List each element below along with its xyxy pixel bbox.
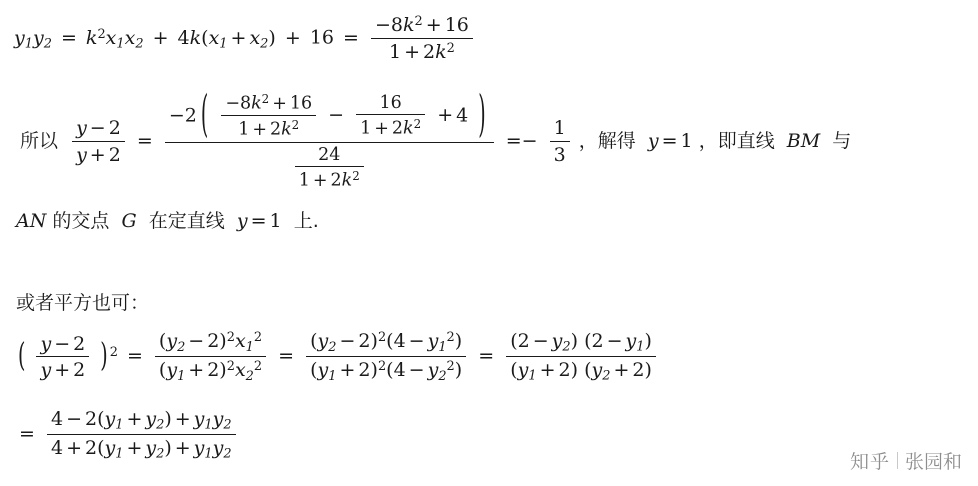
line2-denominator-fraction-denominator: $1 + 2k^2$ <box>298 169 360 191</box>
line6-fraction <box>47 408 236 462</box>
line3-AN: AN <box>16 210 47 232</box>
line3-text-2: 在定直线 <box>148 210 225 232</box>
eq1-lhs: $y_1y_2$ <box>14 26 52 52</box>
line5-equals-1: = <box>126 345 143 368</box>
line2-inner-fraction-1-denominator: $1 + 2k^2$ <box>238 118 300 141</box>
line5-fraction-3-denominator: $(y_1 + 2)^2(4 - y_2^2)$ <box>310 359 463 384</box>
line2-result-fraction <box>550 117 570 166</box>
line2-denominator-fraction <box>295 145 364 192</box>
line5-lhs-denominator: y + 2 <box>40 359 86 382</box>
line6-equals: = <box>19 422 35 445</box>
line5-fraction-4 <box>506 330 656 384</box>
watermark-author: 张园和 <box>904 451 962 473</box>
line5-fraction-4-denominator: $(y_1 + 2) (y_2 + 2)$ <box>510 359 652 384</box>
watermark-divider <box>897 452 898 469</box>
line2-inner-fraction-2-denominator: $1 + 2k^2$ <box>360 117 422 140</box>
line5-fraction-2 <box>155 330 266 384</box>
line2-big-fraction <box>165 86 494 192</box>
line5-lhs-numerator: y − 2 <box>36 333 89 357</box>
line2-comma-jiede: ，解得 <box>578 129 636 152</box>
line5-equals-2: = <box>278 345 295 368</box>
eq1-fraction-denominator: $1 + 2k^2$ <box>389 40 455 63</box>
line2-denominator-fraction-numerator: 24 <box>295 145 364 168</box>
watermark <box>850 447 962 474</box>
line3-y-equals-1: y = 1 <box>230 210 282 232</box>
line5-fraction-3-numerator: $(y_2 - 2)^2(4 - y_1^2)$ <box>306 330 466 357</box>
eq1-equals: = <box>60 26 77 49</box>
line6-denominator: $4 + 2(y_1 + y_2) + y_1y_2$ <box>50 436 232 462</box>
eq1-plus-2: + <box>284 26 301 49</box>
eq1-plus-1: + <box>152 26 169 49</box>
line2-result-numerator: 1 <box>550 117 570 141</box>
equation-line-3 <box>16 206 319 233</box>
line5-fraction-2-numerator: $(y_2 - 2)^2x_1^2$ <box>155 330 266 357</box>
eq1-fraction-numerator: $-8k^2 + 16$ <box>371 14 473 39</box>
line2-inner-fraction-2 <box>356 93 425 140</box>
eq1-term-4k: $4k(x_1 + x_2)$ <box>177 26 276 52</box>
line2-equals-2: =− <box>505 129 538 152</box>
line5-fraction-4-numerator: $(2 - y_2)$ $(2 - y_1)$ <box>506 330 656 357</box>
line5-exponent: 2 <box>109 344 118 360</box>
eq1-equals-2: = <box>343 26 359 49</box>
equation-line-6 <box>16 408 239 462</box>
line2-prefix-suoyi: 所以 <box>20 129 59 152</box>
line3-text-1: 的交点 <box>52 210 110 232</box>
line2-lhs-denominator: y + 2 <box>76 143 121 166</box>
line5-equals-3: = <box>478 345 495 368</box>
line2-and-text: 与 <box>832 129 852 152</box>
line2-result-denominator: 3 <box>553 143 566 166</box>
line2-equals-1: = <box>136 129 153 152</box>
line2-inner-fraction-2-numerator: 16 <box>356 93 425 116</box>
eq1-fraction <box>371 14 473 63</box>
line5-fraction-2-denominator: $(y_1 + 2)^2x_2^2$ <box>158 359 263 384</box>
line2-big-denominator <box>165 143 494 192</box>
line2-y-equals-1: y = 1 <box>641 129 693 152</box>
equation-line-5 <box>16 330 659 384</box>
line2-BM: BM <box>780 129 827 152</box>
zhihu-logo-icon: 知乎 <box>849 451 890 473</box>
line2-big-numerator: −2 ( $\frac{-8k^2 + 16}{1 + 2k^2}$ − $\frac{16}{1 + 2k^2}$ + 4 ) <box>165 92 494 143</box>
equation-line-1 <box>14 14 476 63</box>
line3-G: G <box>115 210 143 232</box>
line2-inner-fraction-1-numerator: $-8k^2 + 16$ <box>221 92 316 116</box>
line2-inner-fraction-1 <box>221 92 316 141</box>
line5-paren-close: ) <box>100 337 108 375</box>
eq1-term-k2x1x2: $k^2x_1x_2$ <box>85 26 144 52</box>
line5-fraction-3 <box>306 330 466 384</box>
line2-lhs-numerator: y − 2 <box>72 117 125 141</box>
line2-lhs-fraction <box>72 117 125 166</box>
line6-numerator: $4 - 2(y_1 + y_2) + y_1y_2$ <box>47 408 236 435</box>
note-alternative-line: 或者平方也可： <box>16 292 150 314</box>
equation-line-2 <box>20 86 852 192</box>
line5-paren-open: ( <box>18 337 26 375</box>
line5-lhs-fraction <box>36 333 89 382</box>
line3-text-3: 上. <box>293 210 319 232</box>
eq1-const-16: 16 <box>309 26 334 49</box>
line2-tail-text: ，即直线 <box>698 129 775 152</box>
